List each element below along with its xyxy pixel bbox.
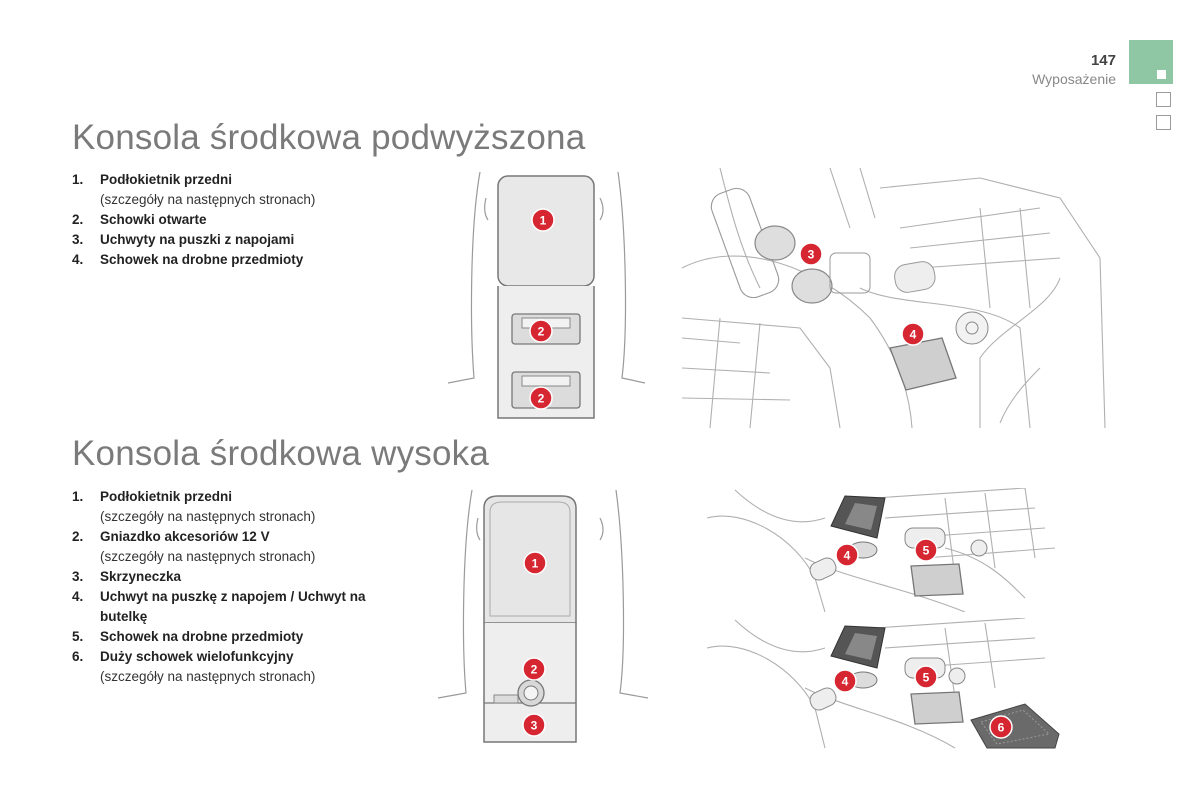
callout-badge-4 xyxy=(902,323,924,345)
svg-text:1: 1 xyxy=(531,556,539,571)
callout-badge-6 xyxy=(990,716,1012,738)
svg-text:3: 3 xyxy=(807,247,815,262)
callout-badge-5 xyxy=(915,666,937,688)
figure-high-console-top xyxy=(434,488,652,748)
list-item: 3. Skrzyneczka xyxy=(72,569,182,584)
svg-text:1: 1 xyxy=(539,213,547,228)
figure-raised-console-perspective xyxy=(680,168,1110,430)
section-name: Wyposażenie xyxy=(1032,71,1116,87)
callout-badge-2 xyxy=(530,320,552,342)
svg-text:4: 4 xyxy=(843,548,851,563)
svg-text:3: 3 xyxy=(530,718,538,733)
callout-badge-5 xyxy=(915,539,937,561)
callout-badge-2 xyxy=(530,387,552,409)
callout-badge-4 xyxy=(836,544,858,566)
list-item: 2. Gniazdko akcesoriów 12 V (szczegóły na następnych stronach) xyxy=(72,529,316,564)
svg-text:2: 2 xyxy=(537,391,545,406)
callout-badge-4 xyxy=(834,670,856,692)
list-item: 3. Uchwyty na puszki z napojami xyxy=(72,232,295,247)
figure-raised-console-top xyxy=(440,168,650,430)
chapter-tab-active xyxy=(1129,40,1173,84)
list-item: 1. Podłokietnik przedni (szczegóły na następnych stronach) xyxy=(72,489,316,524)
svg-text:6: 6 xyxy=(997,720,1005,735)
list-item: 4. Uchwyt na puszkę z napojem / Uchwyt na butelkę xyxy=(72,589,366,624)
figure-high-console-perspective-1 xyxy=(705,488,1065,612)
section-title-raised-console: Konsola środkowa podwyższona xyxy=(72,118,586,157)
svg-text:5: 5 xyxy=(922,543,930,558)
item-list-raised-console xyxy=(72,170,402,270)
callout-badge-3 xyxy=(800,243,822,265)
section-title-high-console: Konsola środkowa wysoka xyxy=(72,434,490,473)
callout-badge-1 xyxy=(524,552,546,574)
page-header xyxy=(1032,52,1116,88)
list-item: 6. Duży schowek wielofunkcyjny (szczegóły na następnych stronach) xyxy=(72,649,316,684)
svg-text:4: 4 xyxy=(841,674,849,689)
callout-badge-3 xyxy=(523,714,545,736)
svg-text:5: 5 xyxy=(922,670,930,685)
callout-badge-2 xyxy=(523,658,545,680)
chapter-tab xyxy=(1156,92,1171,107)
figure-high-console-perspective-2 xyxy=(705,618,1065,750)
item-list-high-console xyxy=(72,487,402,687)
callout-badge-1 xyxy=(532,209,554,231)
chapter-tab xyxy=(1156,115,1171,130)
chapter-tabs xyxy=(1129,40,1173,130)
list-item: 1. Podłokietnik przedni (szczegóły na następnych stronach) xyxy=(72,172,316,207)
svg-text:2: 2 xyxy=(537,324,545,339)
svg-text:4: 4 xyxy=(909,327,917,342)
list-item: 2. Schowki otwarte xyxy=(72,212,207,227)
list-item: 4. Schowek na drobne przedmioty xyxy=(72,252,304,267)
page-number: 147 xyxy=(1090,52,1116,69)
svg-text:2: 2 xyxy=(530,662,538,677)
list-item: 5. Schowek na drobne przedmioty xyxy=(72,629,304,644)
